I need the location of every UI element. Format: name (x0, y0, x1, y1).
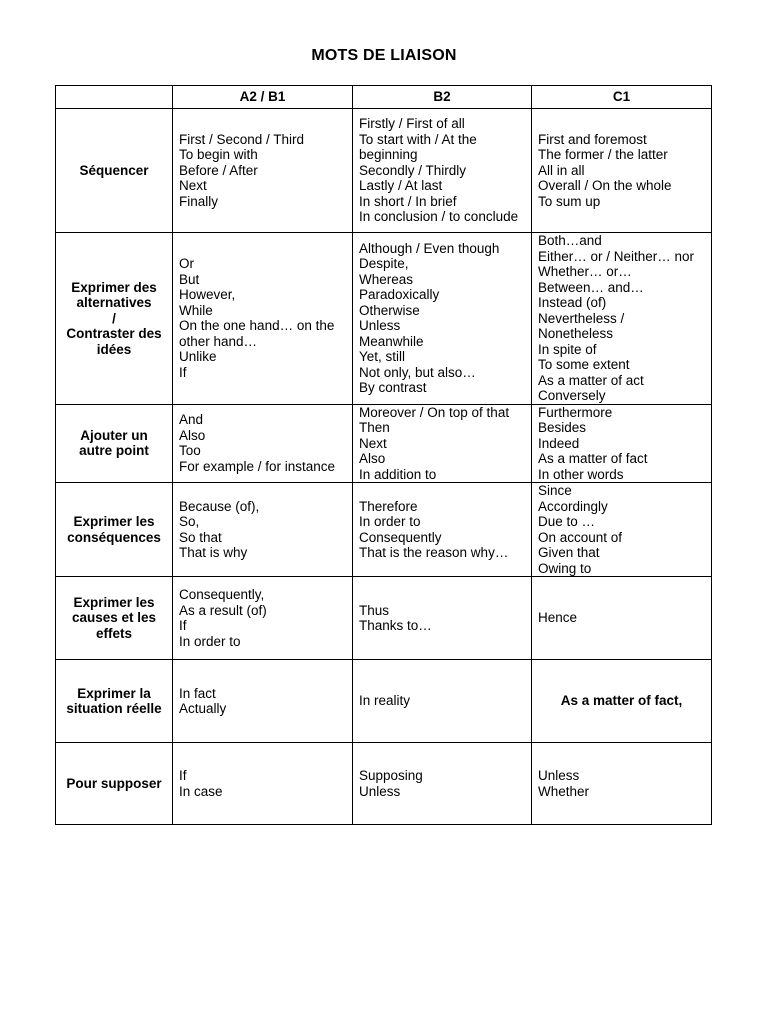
list-item: While (179, 302, 213, 318)
list-item: Hence (538, 610, 578, 626)
table-row (56, 660, 712, 743)
list-item: Before / After (179, 162, 258, 178)
list-item: Yet, still (359, 349, 406, 365)
list-item: Because (of), (179, 498, 260, 514)
cell-c1 (532, 404, 712, 483)
list-item: Unless (359, 318, 401, 334)
header-row (56, 86, 712, 109)
cell-b2 (353, 109, 532, 233)
cell-c1 (532, 660, 712, 743)
list-item: Not only, but also… (359, 364, 476, 380)
list-item: Whether… or… (538, 264, 632, 279)
list-item: Whether (538, 783, 590, 799)
cell-a2b1 (173, 577, 353, 660)
list-item: In reality (359, 693, 411, 709)
list-item: Secondly / Thirdly (359, 162, 467, 178)
list-item: As a matter of fact (538, 451, 648, 466)
list-item: As a matter of fact, (560, 693, 683, 709)
list-item: Lastly / At last (359, 178, 443, 194)
list-item: Furthermore (538, 404, 613, 420)
list-item: Also (359, 451, 386, 466)
list-item: Nevertheless / (538, 310, 625, 326)
cell-a2b1 (173, 660, 353, 743)
list-item: On account of (538, 529, 623, 545)
list-item: Supposing (359, 768, 423, 783)
list-item: In order to (179, 633, 241, 649)
list-item: Consequently (359, 529, 442, 545)
list-item: Finally (179, 193, 219, 209)
list-item: To some extent (538, 357, 630, 372)
list-item: Conversely (538, 388, 606, 403)
list-item: Paradoxically (359, 287, 440, 303)
list-item: As a result (of) (179, 602, 267, 618)
list-item: In spite of (538, 341, 597, 357)
list-item: Indeed (538, 435, 580, 451)
list-item: And (179, 412, 204, 428)
header-empty (56, 86, 173, 109)
list-item: As a matter of act (538, 372, 644, 388)
liaison-table (55, 85, 712, 825)
list-item: Either… or / Neither… nor (538, 248, 695, 264)
list-item: The former / the latter (538, 147, 668, 163)
list-item: In conclusion / to conclude (359, 209, 519, 225)
row-label-ajouter: Ajouter un autre point (56, 404, 173, 483)
list-item: For example / for instance (179, 458, 336, 474)
cell-c1 (532, 233, 712, 405)
cell-b2 (353, 660, 532, 743)
row-label-alternatives: Exprimer des alternatives / Contraster des idées (56, 233, 173, 405)
list-item: That is the reason why… (359, 545, 509, 560)
cell-c1 (532, 109, 712, 233)
cell-c1 (532, 483, 712, 577)
list-item: Although / Even though (359, 240, 500, 256)
list-item: To sum up (538, 193, 601, 209)
list-item: All in all (538, 162, 585, 178)
list-item: Besides (538, 420, 587, 435)
list-item: Thus (359, 602, 390, 618)
list-item: Otherwise (359, 302, 420, 318)
list-item: If (179, 618, 187, 633)
list-item: Both…and (538, 233, 602, 248)
list-item: Accordingly (538, 498, 608, 514)
cell-c1 (532, 577, 712, 660)
list-item: If (179, 768, 187, 783)
list-item: Or (179, 256, 194, 272)
list-item: If (179, 364, 187, 380)
list-item: Nonetheless (538, 326, 614, 341)
table-row (56, 404, 712, 483)
list-item: So, (179, 514, 200, 529)
cell-b2 (353, 233, 532, 405)
list-item: Meanwhile (359, 333, 424, 349)
list-item: In order to (359, 514, 421, 529)
list-item: Given that (538, 545, 600, 560)
cell-a2b1 (173, 404, 353, 483)
row-label-causes-effets: Exprimer les causes et les effets (56, 577, 173, 660)
row-label-supposer: Pour supposer (56, 743, 173, 825)
list-item: Unless (538, 768, 580, 783)
header-b2: B2 (353, 86, 532, 109)
cell-a2b1 (173, 233, 353, 405)
list-item: Between… and… (538, 279, 644, 295)
list-item: Next (359, 435, 387, 451)
list-item: Moreover / On top of that (359, 404, 510, 420)
list-item: Therefore (359, 498, 418, 514)
table-row (56, 483, 712, 577)
list-item: In short / In brief (359, 193, 457, 209)
cell-c1 (532, 743, 712, 825)
row-label-consequences: Exprimer les conséquences (56, 483, 173, 577)
list-item: Since (538, 483, 572, 498)
cell-a2b1 (173, 109, 353, 233)
list-item: Unless (359, 783, 401, 799)
list-item: Overall / On the whole (538, 178, 672, 194)
list-item: To begin with (179, 147, 258, 163)
list-item: In case (179, 783, 223, 799)
row-label-situation-reelle: Exprimer la situation réelle (56, 660, 173, 743)
list-item: However, (179, 287, 236, 303)
cell-b2 (353, 577, 532, 660)
cell-b2 (353, 483, 532, 577)
list-item: Also (179, 427, 206, 443)
list-item: Then (359, 420, 390, 435)
header-a2-b1: A2 / B1 (173, 86, 353, 109)
table-row (56, 743, 712, 825)
list-item: By contrast (359, 380, 427, 396)
cell-a2b1 (173, 483, 353, 577)
table-row (56, 233, 712, 405)
row-label-sequencer: Séquencer (56, 109, 173, 233)
list-item: That is why (179, 545, 248, 560)
list-item: First / Second / Third (179, 131, 305, 147)
list-item: First and foremost (538, 131, 647, 147)
list-item: Thanks to… (359, 618, 432, 633)
list-item: Actually (179, 701, 227, 716)
list-item: Too (179, 443, 201, 459)
list-item: Despite, (359, 256, 409, 272)
cell-b2 (353, 743, 532, 825)
list-item: Owing to (538, 560, 592, 576)
cell-b2 (353, 404, 532, 483)
list-item: Due to … (538, 514, 596, 529)
table-row (56, 109, 712, 233)
cell-a2b1 (173, 743, 353, 825)
list-item: In fact (179, 685, 216, 701)
table-row (56, 577, 712, 660)
list-item: So that (179, 529, 222, 545)
list-item: Consequently, (179, 587, 265, 602)
list-item: To start with / At the beginning (359, 131, 477, 163)
list-item: Whereas (359, 271, 414, 287)
list-item: Next (179, 178, 207, 194)
list-item: But (179, 271, 200, 287)
list-item: In addition to (359, 466, 437, 482)
page-title: MOTS DE LIAISON (311, 47, 457, 64)
list-item: Instead (of) (538, 295, 607, 310)
header-c1: C1 (532, 86, 712, 109)
list-item: On the one hand… on the other hand… (179, 318, 335, 349)
list-item: In other words (538, 466, 624, 482)
list-item: Unlike (179, 349, 217, 365)
list-item: Firstly / First of all (359, 116, 465, 132)
